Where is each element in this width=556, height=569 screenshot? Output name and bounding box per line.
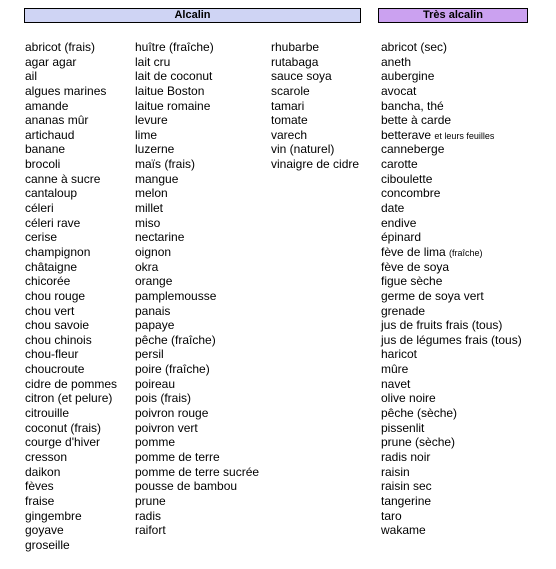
food-item-label: ail (25, 69, 38, 84)
food-item-label: betterave (381, 127, 432, 142)
food-item (25, 318, 117, 333)
food-item-label: laitue romaine (135, 98, 211, 113)
food-item (25, 494, 117, 509)
food-item-label: chou savoie (25, 318, 90, 333)
food-item-label: pomme (135, 435, 176, 450)
food-item-label: chicorée (25, 274, 71, 289)
food-item-label: okra (135, 259, 159, 274)
food-item (135, 509, 259, 524)
food-item (135, 362, 259, 377)
food-item (381, 421, 522, 436)
food-item-label: abricot (frais) (25, 40, 96, 54)
food-item (135, 245, 259, 260)
food-item (381, 406, 522, 421)
food-item-label: aneth (381, 54, 412, 69)
food-item-label: persil (135, 347, 164, 362)
food-item-label: poivron vert (135, 420, 198, 435)
food-item-label: fèves (25, 479, 54, 494)
food-item-label: raisin (381, 464, 410, 479)
food-item-label: scarole (271, 83, 310, 98)
food-item-label: pois (frais) (135, 391, 192, 406)
food-item (135, 523, 259, 538)
food-item (25, 450, 117, 465)
food-item (135, 201, 259, 216)
food-item (271, 84, 359, 99)
food-item (25, 538, 117, 553)
food-item (25, 40, 117, 55)
food-item-label: prune (135, 493, 166, 508)
food-item (135, 230, 259, 245)
food-item-label: pêche (sèche) (381, 406, 458, 421)
food-item-label: tomate (271, 113, 308, 128)
food-item (25, 523, 117, 538)
food-item (25, 172, 117, 187)
food-item-label: mangue (135, 171, 179, 186)
alcalin-column-2 (135, 40, 259, 538)
food-item-label: levure (135, 113, 168, 128)
food-item (381, 289, 522, 304)
food-item-label: algues marines (25, 83, 107, 98)
food-item (271, 55, 359, 70)
food-item (25, 142, 117, 157)
food-item (135, 40, 259, 55)
food-item-label: bancha, thé (381, 98, 444, 113)
food-item (381, 274, 522, 289)
food-item (381, 435, 522, 450)
food-item-label: miso (135, 215, 161, 230)
food-item (381, 186, 522, 201)
food-item (381, 347, 522, 362)
food-item-label: courge d'hiver (25, 435, 100, 450)
food-item-label: millet (135, 201, 164, 216)
food-item (25, 230, 117, 245)
food-item (25, 128, 117, 143)
food-item (25, 245, 117, 260)
food-item (271, 69, 359, 84)
food-item-label: chou chinois (25, 332, 92, 347)
food-item-label: fève de lima (381, 244, 446, 259)
food-item (381, 142, 522, 157)
alcalin-column-3 (271, 40, 359, 172)
food-item-label: poire (fraîche) (135, 362, 210, 377)
food-item (25, 216, 117, 231)
food-item-label: vin (naturel) (271, 142, 335, 157)
food-item (135, 69, 259, 84)
food-item-label: radis (135, 508, 162, 523)
food-item (135, 421, 259, 436)
food-item (135, 494, 259, 509)
food-item-label: cidre de pommes (25, 376, 118, 391)
food-item (135, 157, 259, 172)
food-item (271, 157, 359, 172)
food-item-label: sauce soya (271, 69, 332, 84)
food-item (135, 333, 259, 348)
food-item (135, 172, 259, 187)
food-item (135, 84, 259, 99)
food-item (25, 377, 117, 392)
food-item-label: endive (381, 215, 417, 230)
food-item (381, 377, 522, 392)
tres-alcalin-header (378, 8, 528, 23)
food-item (135, 186, 259, 201)
food-item (381, 201, 522, 216)
food-item (25, 421, 117, 436)
food-item-label: rhubarbe (271, 40, 320, 54)
food-item-label: wakame (381, 523, 426, 538)
food-item-label: orange (135, 274, 173, 289)
food-item (135, 260, 259, 275)
food-item-label: céleri (25, 201, 54, 216)
food-item (381, 69, 522, 84)
food-item (381, 494, 522, 509)
food-item (25, 84, 117, 99)
food-item-label: groseille (25, 537, 70, 552)
food-item (25, 304, 117, 319)
food-item (381, 113, 522, 128)
food-item-label: pamplemousse (135, 288, 217, 303)
food-item (271, 99, 359, 114)
food-item-label: panais (135, 303, 171, 318)
food-item (25, 186, 117, 201)
food-item-label: agar agar (25, 54, 77, 69)
food-item (135, 435, 259, 450)
food-item-label: pissenlit (381, 420, 425, 435)
food-item-label: goyave (25, 523, 64, 538)
food-item-label: fraise (25, 493, 55, 508)
food-item-label: banane (25, 142, 66, 157)
food-item (25, 201, 117, 216)
food-item-label: citron (et pelure) (25, 391, 113, 406)
food-item (135, 465, 259, 480)
food-item-label: maïs (frais) (135, 157, 195, 172)
food-item (135, 391, 259, 406)
food-item-label: céleri rave (25, 215, 81, 230)
food-item (25, 333, 117, 348)
food-item (135, 128, 259, 143)
food-item (135, 450, 259, 465)
food-item (381, 479, 522, 494)
food-item (135, 55, 259, 70)
food-item-label: bette à carde (381, 113, 452, 128)
food-item (25, 391, 117, 406)
food-item-label: pêche (fraîche) (135, 332, 216, 347)
food-item (381, 216, 522, 231)
food-item-label: gingembre (25, 508, 82, 523)
food-item (135, 99, 259, 114)
food-item-label: taro (381, 508, 402, 523)
food-item (25, 406, 117, 421)
food-item (381, 84, 522, 99)
food-item-label: pomme de terre sucrée (135, 464, 260, 479)
tres-alcalin-column (381, 40, 522, 538)
food-item-label: luzerne (135, 142, 175, 157)
food-item-label: canne à sucre (25, 171, 101, 186)
food-item-label: poivron rouge (135, 406, 209, 421)
food-item (135, 289, 259, 304)
food-item (381, 465, 522, 480)
food-item (381, 40, 522, 55)
food-item-label: choucroute (25, 362, 85, 377)
food-item (135, 406, 259, 421)
food-item-label: chou vert (25, 303, 75, 318)
food-item-label: raisin sec (381, 479, 432, 494)
food-item-label: huître (fraîche) (135, 40, 214, 54)
food-item (135, 377, 259, 392)
food-item-label: lait de coconut (135, 69, 213, 84)
food-item-label: laitue Boston (135, 83, 205, 98)
food-item (381, 128, 522, 143)
food-item (25, 157, 117, 172)
alcalin-header-label: Alcalin (174, 9, 211, 21)
food-item (381, 362, 522, 377)
food-item (381, 318, 522, 333)
food-item-label: canneberge (381, 142, 445, 157)
food-item-note: (fraîche) (449, 247, 483, 258)
food-item-label: prune (sèche) (381, 435, 456, 450)
food-item-label: cerise (25, 230, 58, 245)
food-item-label: pousse de bambou (135, 479, 238, 494)
food-item (381, 260, 522, 275)
food-item (381, 172, 522, 187)
food-item-label: haricot (381, 347, 418, 362)
food-item (25, 99, 117, 114)
food-item-label: amande (25, 98, 69, 113)
food-item-label: melon (135, 186, 168, 201)
food-item (25, 479, 117, 494)
food-item (25, 69, 117, 84)
food-item-label: mûre (381, 362, 409, 377)
food-item-label: radis noir (381, 449, 431, 464)
food-item-label: rutabaga (271, 54, 319, 69)
food-item-note: et leurs feuilles (434, 130, 495, 141)
food-item (135, 479, 259, 494)
food-item (135, 142, 259, 157)
food-item-label: papaye (135, 318, 175, 333)
food-item (25, 289, 117, 304)
food-item-label: concombre (381, 186, 441, 201)
food-item-label: chou rouge (25, 288, 86, 303)
food-item (25, 362, 117, 377)
food-item (25, 260, 117, 275)
food-item (381, 509, 522, 524)
food-item-label: jus de fruits frais (tous) (381, 318, 503, 333)
food-item-label: champignon (25, 244, 91, 259)
food-item-label: pomme de terre (135, 449, 220, 464)
food-item-label: navet (381, 376, 411, 391)
food-item-label: ciboulette (381, 171, 433, 186)
food-item-label: oignon (135, 244, 172, 259)
food-item (25, 465, 117, 480)
food-item (135, 318, 259, 333)
tres-alcalin-header-label: Très alcalin (423, 9, 483, 21)
food-item-label: coconut (frais) (25, 420, 102, 435)
food-item-label: artichaud (25, 127, 75, 142)
food-item (381, 55, 522, 70)
food-item (271, 142, 359, 157)
food-item (25, 435, 117, 450)
food-item (25, 274, 117, 289)
food-item (381, 230, 522, 245)
food-item-label: jus de légumes frais (tous) (381, 332, 522, 347)
food-item-label: citrouille (25, 406, 70, 421)
food-item-label: daikon (25, 464, 61, 479)
food-item (25, 347, 117, 362)
food-item-label: ananas mûr (25, 113, 89, 128)
food-item (381, 333, 522, 348)
alcalin-column-1 (25, 40, 117, 552)
food-item (135, 274, 259, 289)
food-item (25, 509, 117, 524)
food-item-label: tangerine (381, 493, 432, 508)
food-item-label: varech (271, 127, 308, 142)
food-item-label: germe de soya vert (381, 288, 484, 303)
food-item-label: date (381, 201, 405, 216)
food-item (381, 157, 522, 172)
food-item-label: chou-fleur (25, 347, 79, 362)
food-item-label: épinard (381, 230, 422, 245)
food-item (135, 113, 259, 128)
food-item-label: raifort (135, 523, 166, 538)
food-item-label: olive noire (381, 391, 436, 406)
food-item (271, 113, 359, 128)
food-item-label: abricot (sec) (381, 40, 448, 54)
food-item (381, 245, 522, 260)
food-item (135, 216, 259, 231)
food-item-label: tamari (271, 98, 305, 113)
food-item-label: lait cru (135, 54, 171, 69)
food-item-label: poireau (135, 376, 176, 391)
food-item (381, 304, 522, 319)
food-item-label: figue sèche (381, 274, 443, 289)
food-item-label: châtaigne (25, 259, 78, 274)
food-item-label: aubergine (381, 69, 435, 84)
food-item (381, 99, 522, 114)
food-item (381, 450, 522, 465)
food-item (381, 523, 522, 538)
food-item-label: avocat (381, 83, 417, 98)
food-item (25, 55, 117, 70)
food-item-label: cantaloup (25, 186, 78, 201)
food-item-label: grenade (381, 303, 426, 318)
food-item (271, 40, 359, 55)
food-item-label: carotte (381, 157, 418, 172)
food-item-label: brocoli (25, 157, 61, 172)
food-item (135, 347, 259, 362)
food-item (25, 113, 117, 128)
food-item-label: lime (135, 127, 158, 142)
food-item-label: vinaigre de cidre (271, 157, 360, 172)
food-item (135, 304, 259, 319)
food-item-label: fève de soya (381, 259, 450, 274)
food-item-label: nectarine (135, 230, 185, 245)
food-item (271, 128, 359, 143)
alcalin-header (24, 8, 361, 23)
food-item (381, 391, 522, 406)
food-item-label: cresson (25, 449, 68, 464)
